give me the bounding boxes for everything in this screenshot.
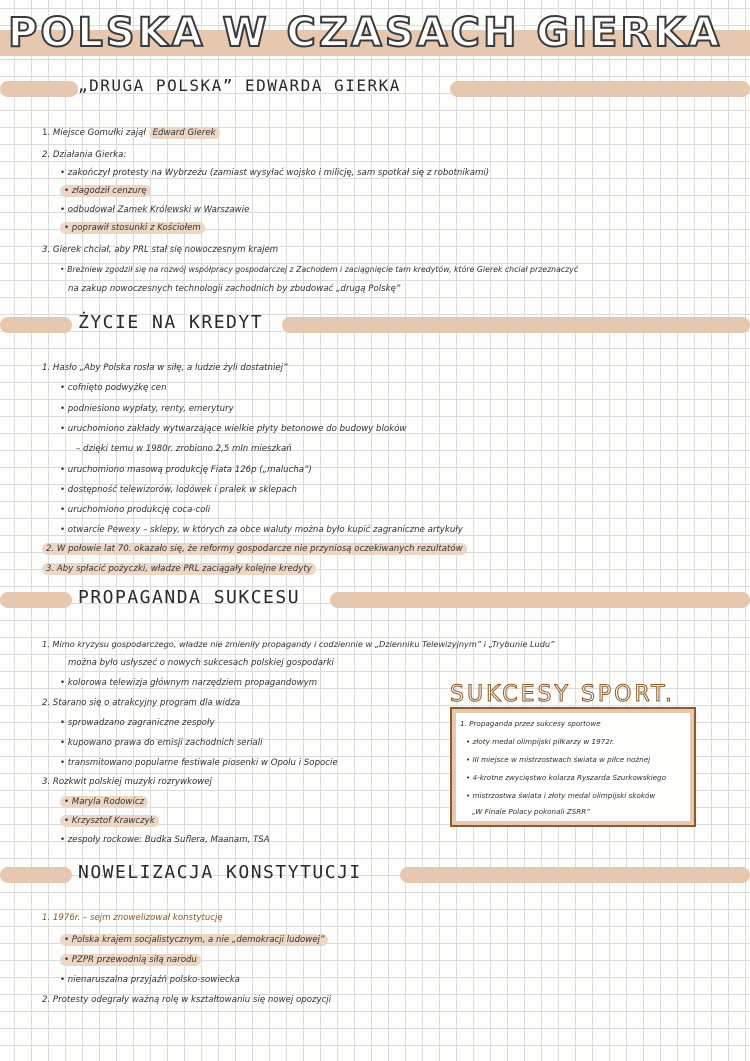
sport-line: • złoty medal olimpijski piłkarzy w 1972r.	[466, 737, 615, 746]
note-line: • kupowano prawa do emisji zachodnich seriali	[60, 738, 263, 748]
section-header-propaganda-sukcesu	[0, 585, 750, 615]
note-line: 1. 1976r. – sejm znowelizował konstytucję	[42, 913, 223, 923]
header-band-right	[400, 867, 750, 883]
note-line: • zakończył protesty na Wybrzeżu (zamiast wysyłać wojsko i milicję, sam spotkał się z robotnikami)	[60, 168, 490, 178]
header-band-right	[330, 592, 750, 608]
note-line: • transmitowano popularne festiwale piosenki w Opolu i Sopocie	[60, 758, 338, 768]
section-header-zycie-na-kredyt	[0, 310, 750, 340]
note-line: 1. Mimo kryzysu gospodarczego, władze nie zmieniły propagandy i codziennie w „Dzienniku Telewizyjnym” i „Trybunie Ludu”	[42, 639, 555, 649]
note-line: • Krzysztof Krawczyk	[60, 815, 159, 827]
header-band-left	[0, 81, 78, 97]
note-line: • sprowadzano zagraniczne zespoły	[60, 718, 215, 728]
note-line: • uruchomiono produkcję coca-coli	[60, 505, 211, 515]
section-heading: „DRUGA POLSKA” EDWARDA GIERKA	[78, 76, 401, 95]
sport-box	[450, 707, 696, 827]
section-heading: NOWELIZACJA KONSTYTUCJI	[78, 862, 362, 883]
note-line: • odbudował Zamek Królewski w Warszawie	[60, 205, 250, 215]
note-line: 2. Protesty odegrały ważną rolę w kształtowaniu się nowej opozycji	[42, 995, 332, 1005]
section-heading: PROPAGANDA SUKCESU	[78, 587, 301, 608]
note-line: 3. Gierek chciał, aby PRL stał się nowoczesnym krajem	[42, 245, 279, 255]
sport-box-inner	[456, 713, 690, 821]
page-title: POLSKA W CZASACH GIERKA	[8, 10, 723, 56]
sport-title: SUKCESY SPORT.	[450, 682, 676, 707]
note-line: • podniesiono wypłaty, renty, emerytury	[60, 404, 234, 414]
header-band-left	[0, 867, 72, 883]
section-header-nowelizacja-konstytucji	[0, 860, 750, 890]
header-band-right	[282, 317, 750, 333]
note-line: • otwarcie Pewexy – sklepy, w których za obce waluty można było kupić zagraniczne artykuły	[60, 525, 463, 535]
header-band-right	[450, 81, 750, 97]
note-line: 3. Rozkwit polskiej muzyki rozrywkowej	[42, 777, 212, 787]
note-line: 2. Starano się o atrakcyjny program dla widza	[42, 698, 241, 708]
note-line: • kolorowa telewizja głównym narzędziem propagandowym	[60, 678, 318, 688]
note-line: • poprawił stosunki z Kościołem	[60, 222, 205, 234]
note-line: • uruchomiono zakłady wytwarzające wielkie płyty betonowe do budowy bloków	[60, 424, 407, 434]
note-line: • cofnięto podwyżkę cen	[60, 383, 167, 393]
note-line: 3. Aby spłacić pożyczki, władze PRL zaciągały kolejne kredyty	[42, 563, 316, 575]
note-line: 2. Działania Gierka:	[42, 150, 127, 160]
note-line: • uruchomiono masową produkcję Fiata 126p („maluchа”)	[60, 465, 312, 475]
note-line: • nienaruszalna przyjaźń polsko-sowiecka	[60, 975, 240, 985]
note-line: na zakup nowoczesnych technologii zachodnich by zbudować „drugą Polskę”	[68, 284, 401, 294]
section-header-druga-polska	[0, 74, 750, 104]
note-line: • złagodził cenzurę	[60, 185, 151, 197]
note-line: • Breżniew zgodził się na rozwój współpracy gospodarczej z Zachodem i zaciągnięcie tam kredytów, które Gierek chciał przeznaczyć	[60, 265, 579, 274]
note-line: – dzięki temu w 1980r. zrobiono 2,5 mln mieszkań	[76, 444, 292, 454]
header-band-left	[0, 592, 72, 608]
note-line: • Maryla Rodowicz	[60, 796, 148, 808]
note-line: • Polska krajem socjalistycznym, a nie „demokracji ludowej”	[60, 934, 328, 946]
note-line: • dostępność telewizorów, lodówek i pralek w sklepach	[60, 485, 297, 495]
note-line: • zespoły rockowe: Budka Suflera, Maanam, TSA	[60, 835, 270, 845]
section-heading: ŻYCIE NA KREDYT	[78, 312, 264, 333]
note-line: 2. W połowie lat 70. okazało się, że reformy gospodarcze nie przyniosą oczekiwanych rezultatów	[42, 543, 467, 555]
note-line: 1. Miejsce Gomułki zajął Edward Gierek	[42, 127, 220, 139]
sport-line: • III miejsce w mistrzostwach świata w piłce nożnej	[466, 755, 651, 764]
note-line: 1. Hasło „Aby Polska rosła w siłę, a ludzie żyli dostatniej”	[42, 363, 288, 373]
header-band-left	[0, 317, 72, 333]
sport-line: • 4-krotne zwycięstwo kolarza Ryszarda Szurkowskiego	[466, 773, 667, 782]
sport-line: „W Finale Polacy pokonali ZSRR”	[472, 807, 590, 816]
note-line: można było usłyszeć o nowych sukcesach polskiej gospodarki	[68, 658, 334, 668]
sport-line: 1. Propaganda przez sukcesy sportowe	[460, 719, 601, 728]
note-line: • PZPR przewodnią siłą narodu	[60, 954, 201, 966]
sport-line: • mistrzostwa świata i złoty medal olimpijski skoków	[466, 791, 656, 800]
